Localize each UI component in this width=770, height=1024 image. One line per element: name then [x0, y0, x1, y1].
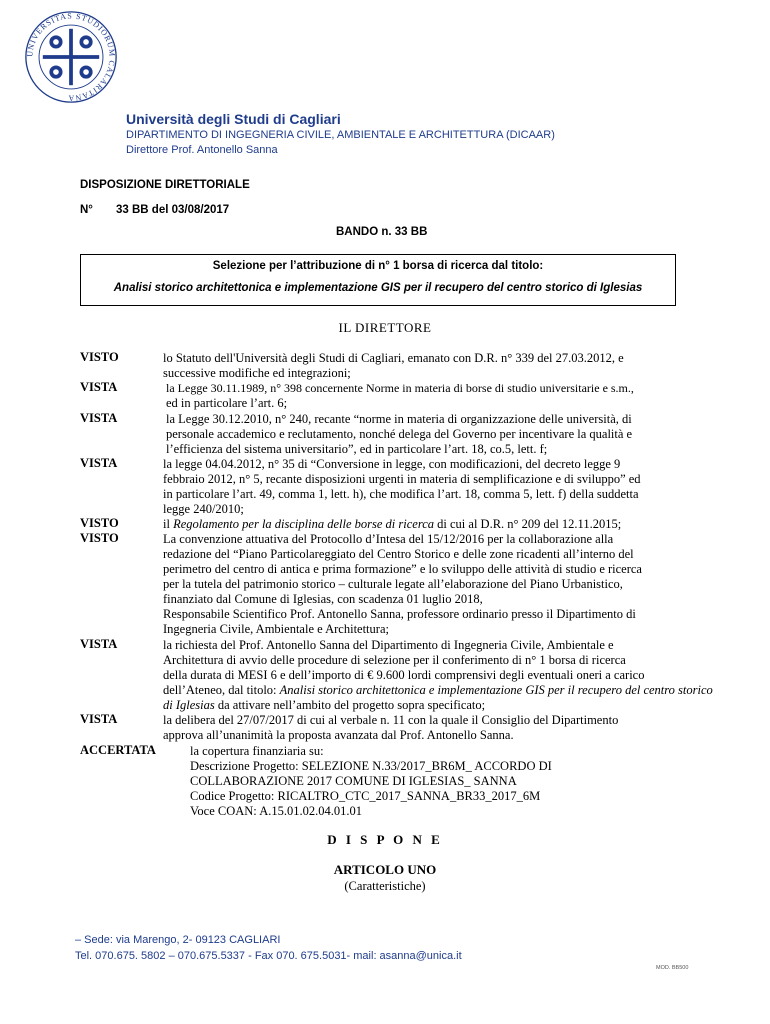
svg-text:UNIVERSITAS STUDIORUM CALARITA: UNIVERSITAS STUDIORUM CALARITANA — [25, 11, 117, 103]
clause-text-line: La convenzione attuativa del Protocollo d’Intesa del 15/12/2016 per la collaborazione alla — [163, 532, 614, 546]
clause-text-line: la Legge 30.12.2010, n° 240, recante “norme in materia di organizzazione delle università, di — [166, 412, 632, 426]
clause-text-line — [163, 683, 713, 698]
clause-text-line — [163, 517, 621, 532]
department-name: DIPARTIMENTO DI INGEGNERIA CIVILE, AMBIENTALE E ARCHITETTURA (DICAAR) — [126, 129, 555, 141]
clause-label: VISTA — [80, 380, 118, 394]
clause-label: ACCERTATA — [80, 743, 156, 757]
document-number: 33 BB del 03/08/2017 — [116, 204, 230, 216]
clause-text-line: Descrizione Progetto: SELEZIONE N.33/2017_BR6M_ ACCORDO DI — [190, 759, 552, 773]
il-direttore-heading: IL DIRETTORE — [338, 320, 432, 335]
clause-text-line: Responsabile Scientifico Prof. Antonello Sanna, professore ordinario presso il Dipartimento di — [163, 607, 636, 621]
department-director: Direttore Prof. Antonello Sanna — [126, 144, 278, 156]
clause-text-line: la delibera del 27/07/2017 di cui al verbale n. 11 con la quale il Consiglio del Dipartimento — [163, 713, 619, 727]
clause-text-segment: il — [163, 517, 174, 531]
clause-text-line: successive modifiche ed integrazioni; — [163, 366, 351, 380]
regolamento-title: Regolamento per la disciplina delle borse di ricerca — [173, 517, 435, 531]
selection-title-box — [80, 254, 676, 306]
document-number-label: N° — [80, 204, 93, 216]
clause-text-line: Ingegneria Civile, Ambientale e Architettura; — [163, 622, 389, 636]
clause-label: VISTO — [80, 350, 119, 364]
university-seal-logo — [24, 10, 118, 104]
footer-contacts: Tel. 070.675. 5802 – 070.675.5337 - Fax 070. 675.5031- mail: asanna@unica.it — [75, 950, 462, 962]
bando-number: BANDO n. 33 BB — [336, 226, 428, 238]
clause-text-line: in particolare l’art. 49, comma 1, lett. h), che modifica l’art. 18, comma 5, lett. f) della suddetta — [163, 487, 639, 501]
clause-text-segment: di cui al D.R. n° 209 del 12.11.2015; — [434, 517, 622, 531]
clause-text-line: l’efficienza del sistema universitario”, ed in particolare l’art. 18, co.5, lett. f; — [166, 442, 548, 456]
article-heading: ARTICOLO UNO — [333, 862, 437, 877]
dispone-heading: D I S P O N E — [327, 832, 443, 847]
selection-title: Analisi storico architettonica e implementazione GIS per il recupero del centro storico di Iglesias — [113, 282, 643, 294]
clause-text-line: ed in particolare l’art. 6; — [166, 396, 288, 410]
clause-text-line: Codice Progetto: RICALTRO_CTC_2017_SANNA_BR33_2017_6M — [190, 789, 541, 803]
clause-text-line: approva all’unanimità la proposta avanzata dal Prof. Antonello Sanna. — [163, 728, 514, 742]
clause-text-line: finanziato dal Comune di Iglesias, con scadenza 01 luglio 2018, — [163, 592, 483, 606]
form-code: MOD. BB500 — [656, 965, 689, 971]
clause-label: VISTA — [80, 637, 118, 651]
clause-text-line: lo Statuto dell'Università degli Studi di Cagliari, emanato con D.R. n° 339 del 27.03.2012, e — [163, 351, 624, 365]
clause-text-line: la legge 04.04.2012, n° 35 di “Conversione in legge, con modificazioni, del decreto legge 9 — [163, 457, 621, 471]
clause-text-segment: dell’Ateneo, dal titolo: — [163, 683, 280, 697]
footer-address: – Sede: via Marengo, 2- 09123 CAGLIARI — [75, 934, 281, 946]
clause-label: VISTA — [80, 411, 118, 425]
clause-text-line: Voce COAN: A.15.01.02.04.01.01 — [190, 804, 362, 818]
clause-text-line: la richiesta del Prof. Antonello Sanna del Dipartimento di Ingegneria Civile, Ambientale e — [163, 638, 614, 652]
clause-text-line: perimetro del centro di antica e prima formazione” e lo sviluppo delle attività di studio e ricerca — [163, 562, 642, 576]
clause-text-line: COLLABORAZIONE 2017 COMUNE DI IGLESIAS_ SANNA — [190, 774, 517, 788]
clause-text-line: febbraio 2012, n° 5, recante disposizioni urgenti in materia di semplificazione e di sviluppo” ed — [163, 472, 641, 486]
clause-text-line: legge 240/2010; — [163, 502, 244, 516]
clause-label: VISTA — [80, 712, 118, 726]
clause-text-line: redazione del “Piano Particolareggiato del Centro Storico e delle zone ricadenti all’interno del — [163, 547, 634, 561]
selection-heading: Selezione per l’attribuzione di n° 1 borsa di ricerca dal titolo: — [212, 260, 544, 272]
clause-text-line: personale accademico e reclutamento, nonché delega del Governo per incentivare la qualità e — [166, 427, 633, 441]
clause-label: VISTA — [80, 456, 118, 470]
project-title: Analisi storico architettonica e implementazione GIS per il recupero del centro storico — [279, 683, 713, 697]
clause-text-segment: da attivare nell’ambito del progetto sopra specificato; — [214, 698, 486, 712]
project-title: di Iglesias — [163, 698, 215, 712]
clause-label: VISTO — [80, 531, 119, 545]
clause-text-line: Architettura di avvio delle procedure di selezione per il conferimento di n° 1 borsa di ricerca — [163, 653, 626, 667]
clause-text-line: della durata di MESI 6 e dell’importo di € 9.600 lordi comprensivi degli eventuali oneri a carico — [163, 668, 645, 682]
clause-label: VISTO — [80, 516, 119, 530]
clause-text-line: la copertura finanziaria su: — [190, 744, 324, 758]
clause-text-line — [163, 698, 485, 713]
clause-text-line: la Legge 30.11.1989, n° 398 concernente Norme in materia di borse di studio universitarie e s.m., — [166, 381, 634, 395]
clause-text-line: per la tutela del patrimonio storico – culturale legate all’elaborazione del Piano Urbanistico, — [163, 577, 623, 591]
university-name: Università degli Studi di Cagliari — [126, 111, 341, 127]
document-type: DISPOSIZIONE DIRETTORIALE — [80, 179, 250, 191]
article-subheading: (Caratteristiche) — [344, 879, 426, 893]
